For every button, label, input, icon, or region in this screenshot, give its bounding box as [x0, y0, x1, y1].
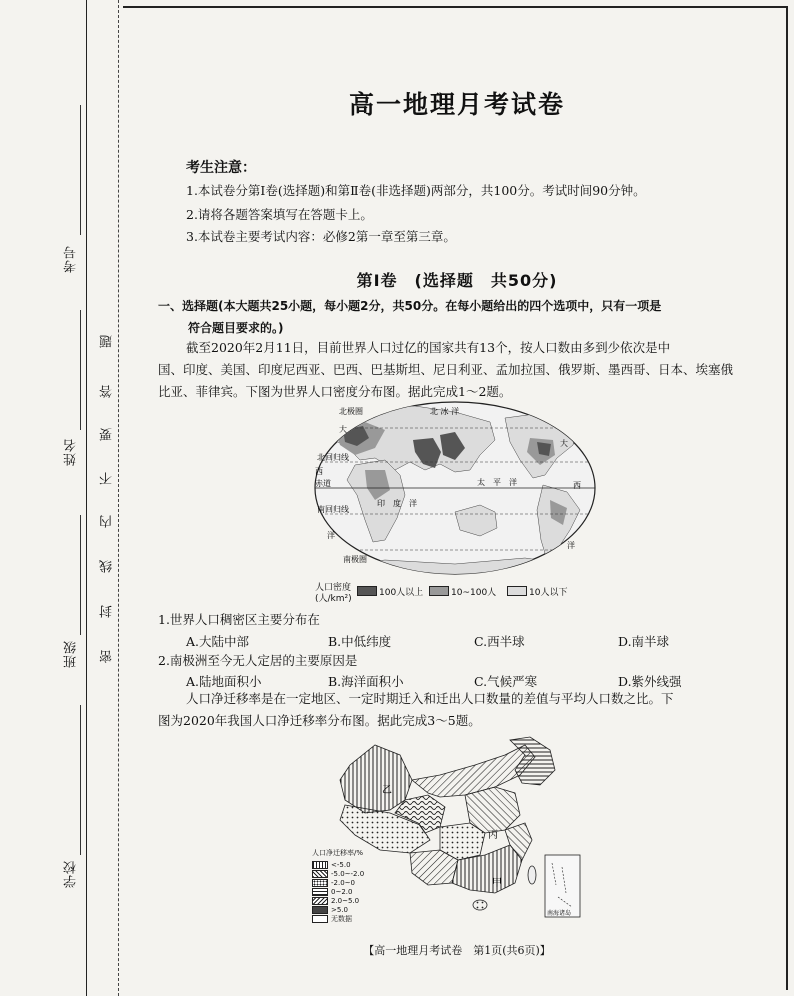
question-option: C.气候严寒	[474, 674, 538, 689]
label-school: 学校	[64, 860, 79, 888]
label-exam-number: 考号	[64, 245, 79, 273]
seal-char: 内	[100, 515, 115, 528]
legend-title: 人口净迁移率/%	[312, 849, 364, 857]
label-equator: 赤道	[315, 479, 331, 488]
school-line	[80, 705, 81, 855]
class-line	[80, 515, 81, 635]
section-title: 第Ⅰ卷 (选择题 共50分)	[356, 271, 558, 290]
china-map-legend	[312, 848, 364, 923]
notice-heading: 考生注意：	[186, 160, 256, 176]
legend-label: -2.0~0	[331, 878, 355, 887]
legend-row	[312, 869, 364, 878]
legend-label-mid: 10~100人	[451, 588, 497, 598]
binding-line-dashed	[118, 0, 119, 996]
page-title: 高一地理月考试卷	[348, 90, 565, 119]
question-option: D.南半球	[618, 634, 670, 649]
legend-label: 0~2.0	[331, 887, 353, 896]
seal-char: 密	[100, 650, 115, 663]
question-option: B.海洋面积小	[328, 674, 404, 689]
seal-char: 要	[100, 428, 115, 441]
question-stem: 1.世界人口稠密区主要分布在	[158, 612, 320, 627]
seal-char: 答	[100, 385, 115, 398]
label-atlantic-da-left: 大	[339, 425, 347, 434]
notice-item: 3.本试卷主要考试内容：必修2第一章至第三章。	[186, 229, 456, 244]
legend-label: 无数据	[331, 914, 352, 923]
legend-unit: (人/km²)	[315, 594, 352, 604]
label-class: 班级	[64, 640, 79, 668]
legend-label-low: 10人以下	[529, 588, 568, 598]
notice-item: 2.请将各题答案填写在答题卡上。	[186, 207, 373, 222]
seal-char: 封	[100, 605, 115, 618]
label-tropic-capricorn: 南回归线	[317, 505, 349, 514]
legend-title: 人口密度	[315, 583, 352, 593]
page-frame-top	[123, 6, 788, 8]
legend-row	[312, 878, 364, 887]
part1-heading-line2: 符合题目要求的。)	[188, 321, 284, 335]
legend-swatch	[312, 870, 328, 878]
intro-line: 比亚、菲律宾。下图为世界人口密度分布图。据此完成1～2题。	[158, 384, 512, 399]
seal-char: 线	[100, 560, 115, 573]
label-name: 姓名	[64, 438, 79, 466]
question-option: A.大陆中部	[186, 634, 250, 649]
seal-char: 不	[100, 472, 115, 485]
legend-label: >5.0	[331, 905, 348, 914]
label-pacific: 太 平 洋	[477, 478, 517, 487]
legend-swatch	[312, 879, 328, 887]
legend-swatch-high	[357, 586, 377, 596]
legend-row	[312, 860, 364, 869]
page-footer: 【高一地理月考试卷 第1页(共6页)】	[363, 944, 551, 957]
label-region-jia: 甲	[492, 878, 502, 889]
legend-swatch-low	[507, 586, 527, 596]
label-atlantic-yang-right: 洋	[567, 541, 575, 550]
intro2-line: 图为2020年我国人口净迁移率分布图。据此完成3～5题。	[158, 713, 481, 728]
legend-label: -5.0~-2.0	[331, 869, 365, 878]
legend-swatch	[312, 888, 328, 896]
binding-line-outer	[86, 0, 87, 996]
legend-label: 2.0~5.0	[331, 896, 360, 905]
legend-swatch	[312, 906, 328, 914]
label-arctic-ocean: 北 冰 洋	[430, 407, 460, 416]
question-option: C.西半球	[474, 634, 525, 649]
part1-heading-line1: 一、选择题(本大题共25小题，每小题2分，共50分。在每小题给出的四个选项中，只有一项是	[158, 299, 662, 313]
label-indian: 印 度 洋	[377, 499, 417, 508]
notice-item: 1.本试卷分第Ⅰ卷(选择题)和第Ⅱ卷(非选择题)两部分，共100分。考试时间90分钟。	[186, 183, 646, 198]
legend-swatch	[312, 897, 328, 905]
legend-swatch-mid	[429, 586, 449, 596]
label-region-yi: 乙	[382, 785, 392, 796]
label-south-sea-islands: 南海诸岛	[547, 910, 572, 917]
legend-row	[312, 887, 364, 896]
world-population-density-map	[305, 400, 605, 600]
legend-row	[312, 914, 364, 923]
label-region-bing: 丙	[488, 830, 498, 841]
intro2-line: 人口净迁移率是在一定地区、一定时期迁入和迁出人口数量的差值与平均人口数之比。下	[186, 691, 674, 706]
seal-char: 题	[100, 335, 115, 348]
label-atlantic-xi-left: 西	[315, 467, 323, 476]
label-atlantic-xi-right: 西	[573, 481, 581, 490]
intro-line: 国、印度、美国、印度尼西亚、巴西、巴基斯坦、尼日利亚、孟加拉国、俄罗斯、墨西哥、日本、埃塞俄	[158, 362, 734, 377]
intro-line: 截至2020年2月11日，目前世界人口过亿的国家共有13个，按人口数由多到少依次是中	[186, 340, 671, 355]
label-arctic-circle: 北极圈	[339, 407, 363, 416]
question-option: A.陆地面积小	[186, 674, 262, 689]
legend-swatch	[312, 915, 328, 923]
legend-swatch	[312, 861, 328, 869]
legend-label-high: 100人以上	[379, 588, 424, 598]
label-atlantic-yang-left: 洋	[327, 531, 335, 540]
name-line	[80, 310, 81, 430]
label-antarctic-circle: 南极圈	[343, 555, 367, 564]
question-option: B.中低纬度	[328, 634, 392, 649]
legend-label: <-5.0	[331, 860, 351, 869]
legend-row	[312, 896, 364, 905]
question-option: D.紫外线强	[618, 674, 682, 689]
page-frame-right	[786, 6, 788, 990]
label-tropic-cancer: 北回归线	[317, 453, 349, 462]
exam-number-line	[80, 105, 81, 235]
label-atlantic-da-right: 大	[560, 439, 568, 448]
question-stem: 2.南极洲至今无人定居的主要原因是	[158, 653, 358, 668]
